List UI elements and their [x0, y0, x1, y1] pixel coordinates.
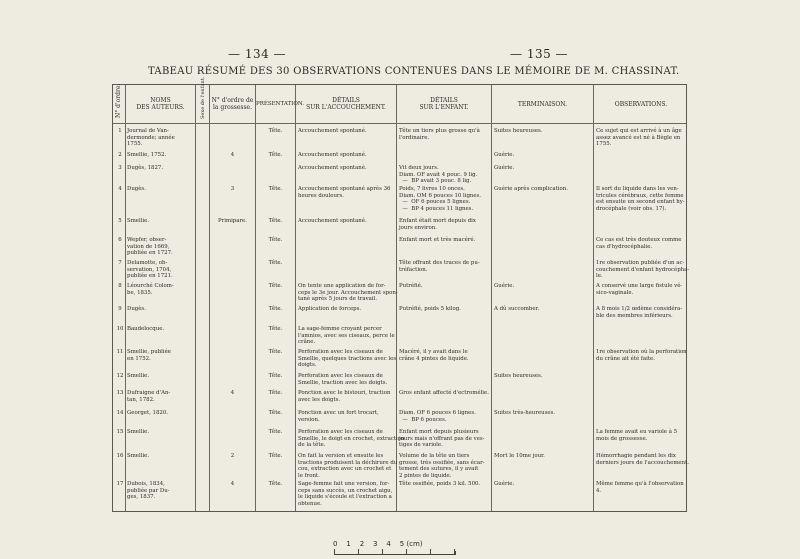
delivery-details-cell: Perforation avec les ciseaux de Smellie, quelques tractions avec les doigts.	[298, 349, 397, 369]
delivery-details-cell: Accouchement spontané.	[298, 152, 367, 158]
table-title: TABEAU RÉSUMÉ DES 30 OBSERVATIONS CONTENUES DANS LE MÉMOIRE DE M. CHASSINAT.	[148, 66, 680, 77]
pregnancy-order-cell: 4	[230, 481, 235, 487]
presentation-cell: Tête.	[268, 410, 283, 416]
delivery-details-cell: Accouchement spontané.	[298, 128, 367, 134]
child-details-cell: Putréfié, poids 5 kilog.	[399, 306, 461, 312]
header-auteurs: NOMS DES AUTEURS.	[136, 97, 185, 111]
scale-label: 0 1 2 3 4 5 (cm)	[333, 540, 423, 548]
outcome-cell: Guérie.	[494, 283, 515, 289]
pregnancy-order-cell: 4	[230, 152, 235, 158]
outcome-cell: Guérie.	[494, 152, 515, 158]
row-number: 5	[118, 218, 122, 224]
author-cell: Dugès.	[127, 306, 146, 312]
observations-cell: Il sort du liquide dans les ven- tricules cérébraux, cette femme est ensuite un second enfant hy- drocéphale (voir obs. 17).	[596, 186, 685, 212]
author-cell: Smellie.	[127, 453, 150, 459]
delivery-details-cell: Sage-femme fait une version, for- ceps sans succès, un crochet aigu, le liquide s'écoule et l'extraction a obtenue.	[298, 481, 393, 507]
row-number: 4	[118, 186, 122, 192]
header-accouchement: DÉTAILS SUR L'ACCOUCHEMENT.	[306, 97, 386, 111]
outcome-cell: Mort le 10me jour.	[494, 453, 545, 459]
child-details-cell: Gros enfant affecté d'ectromélie.	[399, 390, 489, 396]
author-cell: Smellie.	[127, 429, 150, 435]
child-details-cell: Tête ossifiée, poids 3 kil. 500.	[399, 481, 481, 487]
delivery-details-cell: Accouchement spontané.	[298, 218, 367, 224]
presentation-cell: Tête.	[268, 260, 283, 266]
summary-table	[112, 76, 690, 512]
child-details-cell: Vit deux jours. Diam. OF avait 4 pouc. 9 lig. — BP avait 3 pouc. 8 lig.	[399, 165, 478, 185]
delivery-details-cell: Accouchement spontané après 36 heures douleurs.	[298, 186, 391, 199]
child-details-cell: Enfant mort depuis plusieurs jours mais n'offrant pas de ves- tiges de variole.	[399, 429, 485, 449]
row-number: 14	[116, 410, 124, 416]
row-number: 8	[118, 283, 122, 289]
child-details-cell: Tête un tiers plus grosse qu'à l'ordinaire.	[399, 128, 480, 141]
child-details-cell: Tête offrant des traces de pu- tréfaction.	[399, 260, 480, 273]
author-cell: Georget, 1820.	[127, 410, 168, 416]
observations-cell: Ce sujet qui est arrivé à un âge assez avancé est né à Bègle en 1755.	[596, 128, 682, 148]
row-number: 16	[116, 453, 124, 459]
presentation-cell: Tête.	[268, 306, 283, 312]
child-details-cell: Putréfié.	[399, 283, 423, 289]
delivery-details-cell: Perforation avec les ciseaux de Smellie, traction avec les doigts.	[298, 373, 388, 386]
header-observations: OBSERVATIONS.	[614, 101, 668, 108]
author-cell: Wepfer, obser- vation de 1669, publiée en 1727.	[127, 237, 173, 257]
outcome-cell: Guérie.	[494, 481, 515, 487]
presentation-cell: Tête.	[268, 128, 283, 134]
child-details-cell: Enfant mort et très macéré.	[399, 237, 476, 243]
delivery-details-cell: Perforation avec les ciseaux de Smellie, le doigt en crochet, extraction de la tête.	[298, 429, 405, 449]
child-details-cell: Diam. OF 6 pouces 6 lignes. — BP 6 pouces.	[399, 410, 476, 423]
author-cell: Smellie.	[127, 218, 150, 224]
row-number: 3	[118, 165, 122, 171]
presentation-cell: Tête.	[268, 453, 283, 459]
author-cell: Smellie.	[127, 373, 150, 379]
delivery-details-cell: Ponction avec un fort trocart, version.	[298, 410, 379, 423]
author-cell: Smellie, publiée en 1752.	[127, 349, 171, 362]
presentation-cell: Tête.	[268, 349, 283, 355]
observations-cell: A conservé une large fistule vé- sico-vaginale.	[596, 283, 683, 296]
header-terminaison: TERMINAISON.	[517, 101, 568, 108]
scale-bar	[334, 551, 456, 555]
header-sexe: Sexe de l'enfant.	[200, 76, 206, 119]
pregnancy-order-cell: 4	[230, 390, 235, 396]
delivery-details-cell: On fait la version et ensuite les tractions produisent la déchirure du cou, extraction avec un crochet et le front.	[298, 453, 398, 479]
row-number: 7	[118, 260, 122, 266]
outcome-cell: Guérie après complication.	[494, 186, 568, 192]
outcome-cell: Guérie.	[494, 165, 515, 171]
page-number-right: — 135 —	[510, 47, 569, 61]
scale-tick	[358, 549, 359, 554]
presentation-cell: Tête.	[268, 373, 283, 379]
scale-tick	[382, 549, 383, 554]
presentation-cell: Tête.	[268, 237, 283, 243]
pregnancy-order-cell: 3	[230, 186, 235, 192]
author-cell: Léourché Colom- be, 1835.	[127, 283, 174, 296]
observations-cell: Hémorrhagie pendant les dix derniers jours de l'accouchement.	[596, 453, 689, 466]
presentation-cell: Tête.	[268, 283, 283, 289]
row-number: 2	[118, 152, 122, 158]
presentation-cell: Tête.	[268, 481, 283, 487]
observations-cell: 1re observation où la perforation du crâne ait été faite.	[596, 349, 687, 362]
scale-tick	[454, 549, 455, 554]
row-number: 13	[116, 390, 124, 396]
scale-tick	[406, 549, 407, 554]
author-cell: Baudelocque.	[127, 326, 165, 332]
pregnancy-order-cell: Primipare.	[218, 218, 247, 224]
row-number: 9	[118, 306, 122, 312]
observations-cell: Même femme qu'à l'observation 4.	[596, 481, 684, 494]
header-presentation: PRÉSENTATION.	[256, 101, 305, 107]
observations-cell: Ce cas est très douteux comme cas d'hydrocéphalie.	[596, 237, 682, 250]
presentation-cell: Tête.	[268, 390, 283, 396]
row-number: 1	[118, 128, 122, 134]
row-number: 15	[116, 429, 124, 435]
page-number-left: — 134 —	[228, 47, 287, 61]
author-cell: Dubois, 1834, publiée par Du- ges, 1837.	[127, 481, 170, 501]
child-details-cell: Poids, 7 livres 10 onces. Diam. OM 6 pouces 10 lignes. — OF 6 pouces 5 lignes. — BP 4 pouces 11 lignes.	[399, 186, 482, 212]
author-cell: Smellie, 1752.	[127, 152, 167, 158]
author-cell: Dugès, 1827.	[127, 165, 164, 171]
outcome-cell: Suites heureuses.	[494, 128, 543, 134]
presentation-cell: Tête.	[268, 326, 283, 332]
row-number: 17	[116, 481, 124, 487]
presentation-cell: Tête.	[268, 152, 283, 158]
child-details-cell: Macéré, il y avait dans le crâne 4 pintes de liquide.	[399, 349, 469, 362]
delivery-details-cell: Ponction avec le bistouri, traction avec les doigts.	[298, 390, 391, 403]
presentation-cell: Tête.	[268, 218, 283, 224]
delivery-details-cell: Application de forceps.	[298, 306, 362, 312]
scale-tick	[334, 549, 335, 554]
row-number: 11	[116, 349, 124, 355]
outcome-cell: Suites heureuses.	[494, 373, 543, 379]
presentation-cell: Tête.	[268, 429, 283, 435]
delivery-details-cell: Accouchement spontané.	[298, 165, 367, 171]
child-details-cell: Enfant était mort depuis dix jours environ.	[399, 218, 476, 231]
observations-cell: A 8 mois 1/2 œdème considéra- ble des membres inférieurs.	[596, 306, 683, 319]
header-ordre: N° d'ordre de la grossesse.	[211, 97, 254, 111]
outcome-cell: Suites très-heureuses.	[494, 410, 556, 416]
header-num: N° d'ordre.	[115, 83, 122, 118]
delivery-details-cell: La sage-femme croyant percer l'amnios, avec ses ciseaux, perce le crâne.	[298, 326, 395, 346]
author-cell: Journal de Van- dermonde; année 1755.	[127, 128, 175, 148]
presentation-cell: Tête.	[268, 186, 283, 192]
scale-tick	[430, 549, 431, 554]
author-cell: Dufraigne d'An- tan, 1782.	[127, 390, 171, 403]
observations-cell: 1re observation publiée d'un ac- couchement d'enfant hydrocépha- le.	[596, 260, 690, 280]
pregnancy-order-cell: 2	[230, 453, 235, 459]
row-number: 6	[118, 237, 122, 243]
header-enfant: DÉTAILS SUR L'ENFANT.	[419, 97, 469, 111]
observations-cell: La femme avait eu variole à 5 mois de grossesse.	[596, 429, 678, 442]
row-number: 12	[116, 373, 124, 379]
child-details-cell: Volume de la tête un tiers grosse, très ossifiée, sans écar- tement des sutures, il y avait 2 pintes de liquide.	[399, 453, 485, 479]
author-cell: Delamotte, ob- servation, 1704, publiée en 1721.	[127, 260, 173, 280]
outcome-cell: A dû succomber.	[494, 306, 540, 312]
author-cell: Dugès.	[127, 186, 146, 192]
row-number: 10	[116, 326, 124, 332]
delivery-details-cell: On tente une application de for- ceps le 3e jour. Accouchement spon- tané après 5 jours de travail.	[298, 283, 398, 303]
